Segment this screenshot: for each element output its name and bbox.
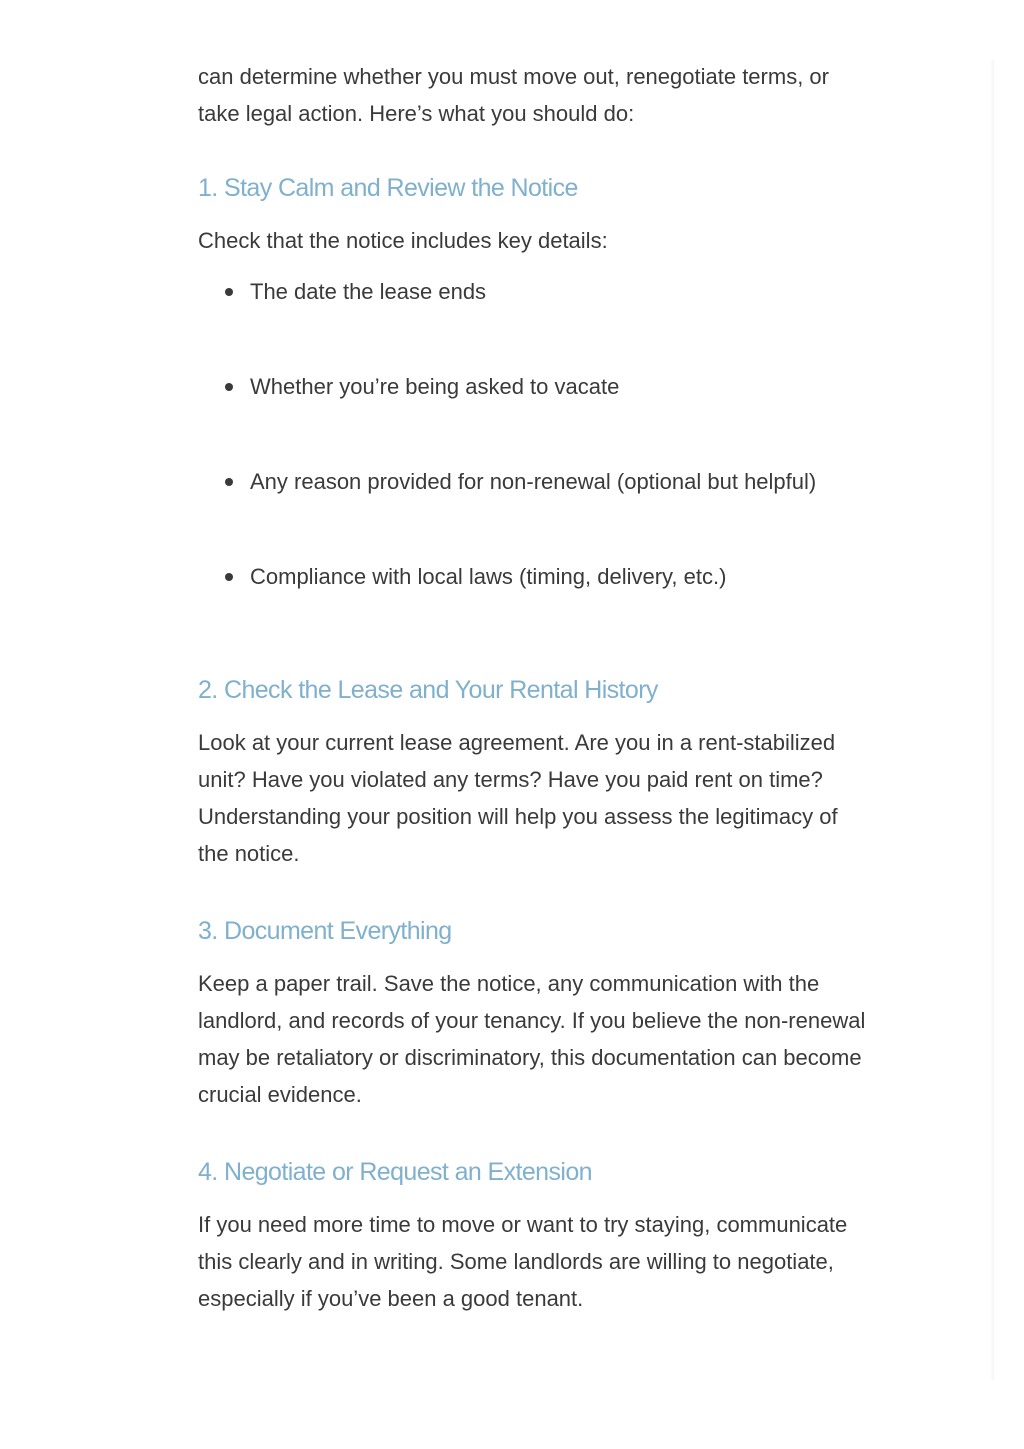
list-item-text: The date the lease ends: [250, 279, 487, 304]
list-item: [198, 276, 866, 308]
bullet-icon: [225, 288, 233, 296]
key-details-list: [198, 276, 866, 593]
section-heading-2: 2. Check the Lease and Your Rental History: [198, 676, 658, 704]
list-item: [198, 561, 866, 593]
section-4-paragraph: If you need more time to move or want to try staying, communicate this clearly and in writing. Some landlords are willing to negotiate, especially if you’ve been a good tenant.: [198, 1212, 848, 1311]
bullet-icon: [225, 383, 233, 391]
list-item-text: Whether you’re being asked to vacate: [250, 374, 620, 399]
article-body: [198, 58, 866, 1317]
bullet-icon: [225, 478, 233, 486]
section-1-paragraph: Check that the notice includes key details:: [198, 228, 608, 253]
section-heading-3: 3. Document Everything: [198, 917, 452, 945]
list-item: [198, 371, 866, 403]
list-item-text: Compliance with local laws (timing, delivery, etc.): [250, 564, 727, 589]
bullet-icon: [225, 573, 233, 581]
section-3-paragraph: Keep a paper trail. Save the notice, any communication with the landlord, and records of your tenancy. If you believe the non-renewal may be retaliatory or discriminatory, this documentation can become crucial evidence.: [198, 971, 866, 1107]
section-2-paragraph: Look at your current lease agreement. Are you in a rent-stabilized unit? Have you violated any terms? Have you paid rent on time? Understanding your position will help you assess the legitimacy of the notice.: [198, 730, 838, 866]
section-heading-1: 1. Stay Calm and Review the Notice: [198, 174, 578, 202]
list-item: [198, 466, 866, 498]
list-item-text: Any reason provided for non-renewal (optional but helpful): [250, 469, 817, 494]
intro-paragraph: can determine whether you must move out, renegotiate terms, or take legal action. Here’s what you should do:: [198, 64, 829, 126]
page-edge-shadow: [990, 60, 994, 1380]
section-heading-4: 4. Negotiate or Request an Extension: [198, 1158, 592, 1186]
